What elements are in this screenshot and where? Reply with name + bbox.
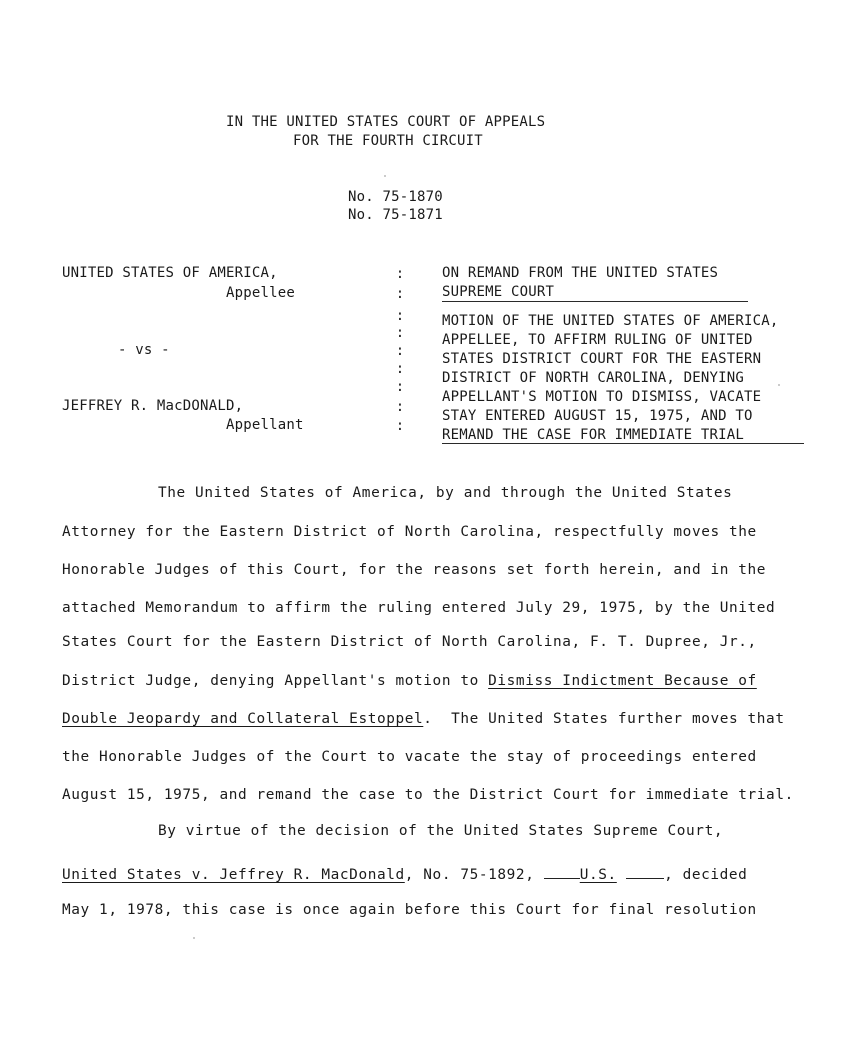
body-p1-line9: August 15, 1975, and remand the case to the District Court for immediate trial. xyxy=(62,787,794,803)
volume-blank xyxy=(544,864,580,879)
body-p2-line1: By virtue of the decision of the United States Supreme Court, xyxy=(158,823,724,839)
court-name-line1: IN THE UNITED STATES COURT OF APPEALS xyxy=(226,114,546,130)
body-p1-line6-text: District Judge, denying Appellant's motion to xyxy=(62,673,489,689)
body-p2-line2 xyxy=(62,864,747,884)
body-p1-line4: attached Memorandum to affirm the ruling entered July 29, 1975, by the United xyxy=(62,600,776,616)
body-p1-line7 xyxy=(62,711,785,728)
body-p1-line5: States Court for the Eastern District of North Carolina, F. T. Dupree, Jr., xyxy=(62,634,757,650)
case-number-1: No. 75-1870 xyxy=(348,189,443,205)
page-blank xyxy=(626,864,664,879)
body-p1-line7-text: . The United States further moves that xyxy=(423,711,785,727)
document-page: IN THE UNITED STATES COURT OF APPEALS FOR THE FOURTH CIRCUIT No. 75-1870 No. 75-1871 UNITED STATES OF AMERICA, Appellee - vs - JEFFREY R. MacDONALD, Appellant : : : : : : : : : ON REMAND FROM THE UNITED STATES SUPREME COURT MOTION OF THE UNITED STATES OF AMERICA, APPELLEE, TO AFFIRM RULING OF UNITED STATES DISTRICT COURT FOR THE EASTERN DISTRICT OF NORTH CAROLINA, DENYING APPELLANT'S MOTION TO DISMISS, VACATE STAY ENTERED AUGUST 15, 1975, AND TO REMAND THE CASE FOR IMMEDIATE TRIAL The United States of America, by and through the United States Attorney for the Eastern District of North Carolina, respectfully moves the Honorable Judges of this Court, for the reasons set forth herein, and in the attached Memorandum to affirm the ruling entered July 29, 1975, by the United States Court for the Eastern District of North Carolina, F. T. Dupree, Jr., District Judge, denying Appellant's motion to Dismiss Indictment Because of Double Jeopardy and Collateral Estoppel. The United States further moves that the Honorable Judges of the Court to vacate the stay of proceedings entered August 15, 1975, and remand the case to the District Court for immediate trial. By virtue of the decision of the United States Supreme Court, United States v. Jeffrey R. MacDonald, No. 75-1892, U.S. , decided May 1, 1978, this case is once again before this Court for final resolution xyxy=(0,0,860,1047)
remand-line-1: ON REMAND FROM THE UNITED STATES xyxy=(442,265,719,281)
motion-line-6: STAY ENTERED AUGUST 15, 1975, AND TO xyxy=(442,408,753,424)
us-reporter-label: U.S. xyxy=(579,867,617,883)
motion-line-2: APPELLEE, TO AFFIRM RULING OF UNITED xyxy=(442,332,753,348)
body-p1-line8: the Honorable Judges of the Court to vacate the stay of proceedings entered xyxy=(62,749,757,765)
case-citation-number: , No. 75-1892, xyxy=(404,867,544,883)
body-p1-line6 xyxy=(62,673,757,690)
defendant-role: Appellant xyxy=(226,417,304,433)
plaintiff-name: UNITED STATES OF AMERICA, xyxy=(62,265,278,281)
motion-line-4: DISTRICT OF NORTH CAROLINA, DENYING xyxy=(442,370,745,386)
body-p1-line3: Honorable Judges of this Court, for the reasons set forth herein, and in the xyxy=(62,562,767,578)
case-citation: United States v. Jeffrey R. MacDonald xyxy=(62,867,405,883)
motion-title-part2: Double Jeopardy and Collateral Estoppel xyxy=(62,711,424,727)
case-number-2: No. 75-1871 xyxy=(348,207,443,223)
motion-line-7: REMAND THE CASE FOR IMMEDIATE TRIAL xyxy=(442,427,745,443)
remand-line-2: SUPREME COURT xyxy=(442,284,555,300)
motion-line-5: APPELLANT'S MOTION TO DISMISS, VACATE xyxy=(442,389,762,405)
body-p2-line3: May 1, 1978, this case is once again before this Court for final resolution xyxy=(62,902,757,918)
plaintiff-role: Appellee xyxy=(226,285,296,301)
scan-speck xyxy=(778,384,780,386)
versus-label: - vs - xyxy=(118,342,170,358)
motion-title-part1: Dismiss Indictment Because of xyxy=(488,673,757,689)
scan-speck xyxy=(384,175,386,177)
body-p1-line2: Attorney for the Eastern District of North Carolina, respectfully moves the xyxy=(62,524,757,540)
scan-speck xyxy=(193,937,195,939)
motion-line-1: MOTION OF THE UNITED STATES OF AMERICA, xyxy=(442,313,779,329)
defendant-name: JEFFREY R. MacDONALD, xyxy=(62,398,244,414)
remand-rule xyxy=(442,301,748,302)
court-name-line2: FOR THE FOURTH CIRCUIT xyxy=(293,133,483,149)
motion-rule xyxy=(442,443,804,444)
motion-line-3: STATES DISTRICT COURT FOR THE EASTERN xyxy=(442,351,762,367)
decided-label: , decided xyxy=(664,867,748,883)
body-p1-line1: The United States of America, by and through the United States xyxy=(158,485,733,501)
